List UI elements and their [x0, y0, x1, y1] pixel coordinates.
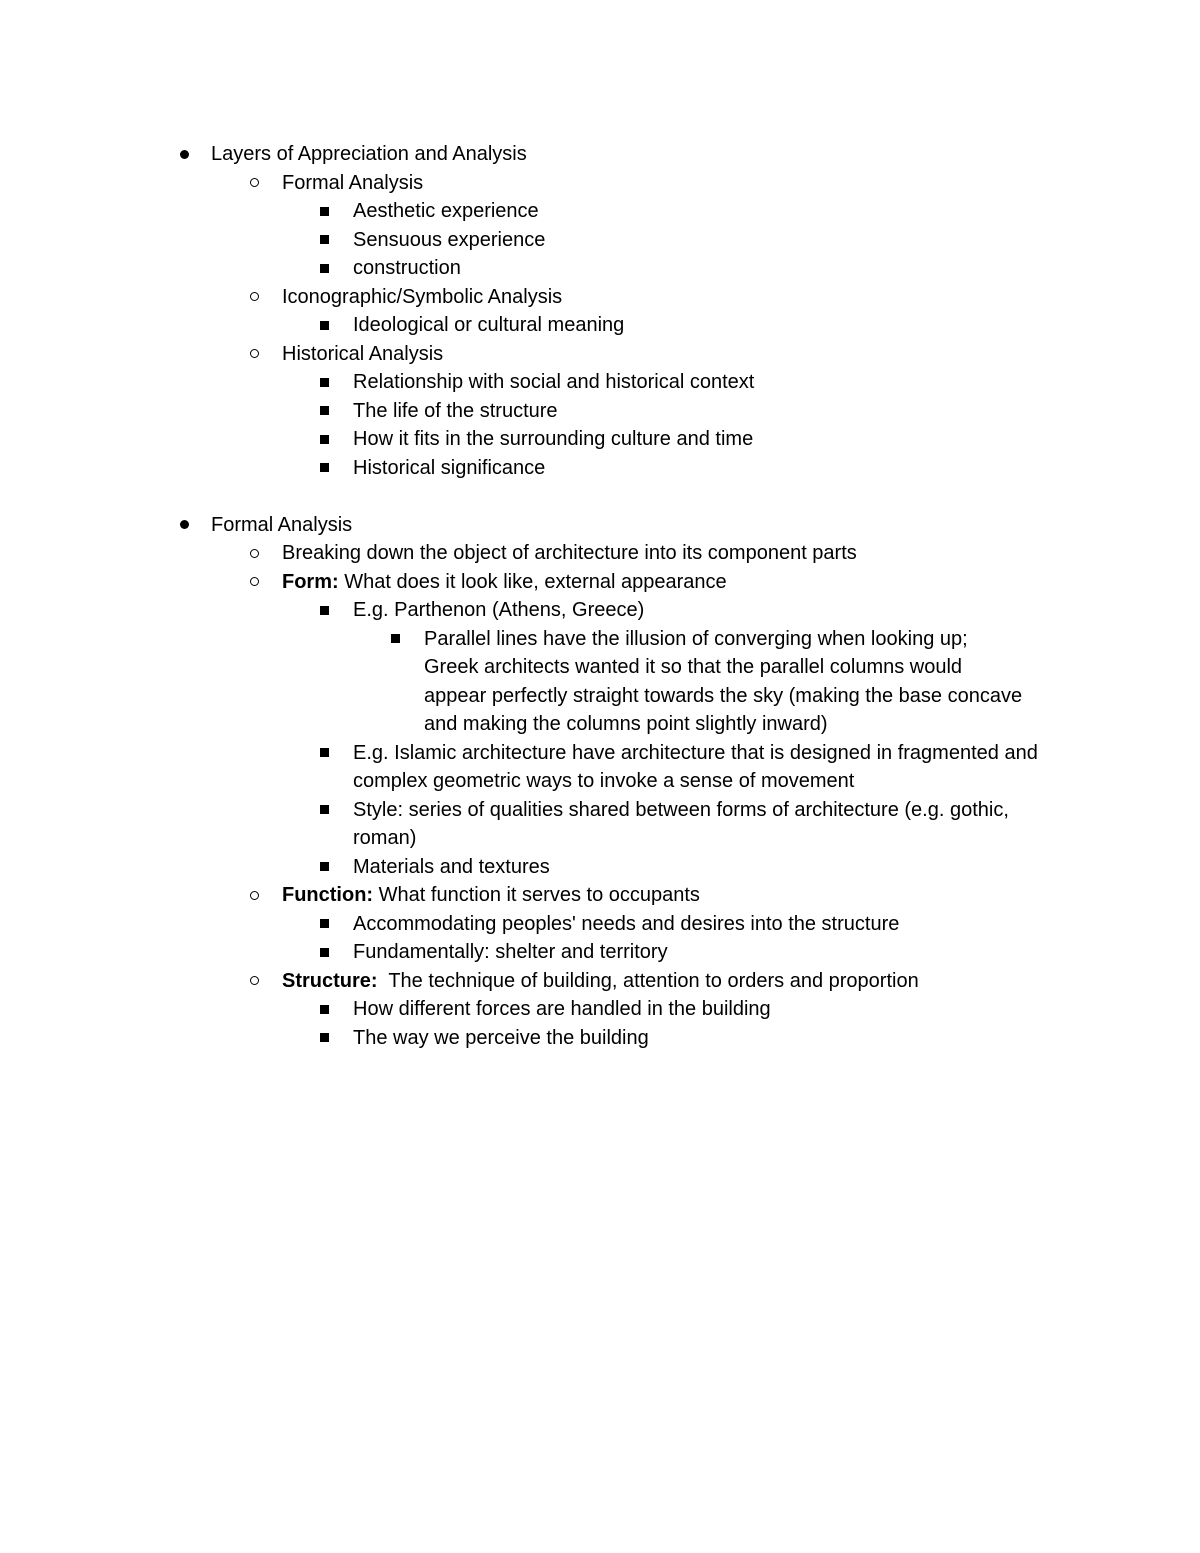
section-heading [0, 511, 1200, 540]
list-item-text: construction [353, 257, 461, 279]
list-item-text: Fundamentally: shelter and territory [353, 941, 668, 963]
term-label: Function: [282, 884, 374, 906]
circle-bullet-icon [246, 568, 262, 597]
list-item [0, 283, 1200, 312]
square-bullet-icon [316, 1024, 332, 1053]
circle-bullet-icon [246, 539, 262, 568]
list-item [0, 226, 1200, 255]
list-item [0, 625, 1200, 739]
list-item-text: Relationship with social and historical context [353, 371, 755, 393]
list-item-text: Breaking down the object of architecture into its component parts [282, 542, 857, 564]
section-heading-text: Layers of Appreciation and Analysis [211, 143, 527, 165]
square-bullet-icon [316, 425, 332, 454]
circle-bullet-icon [246, 169, 262, 198]
square-bullet-icon [316, 311, 332, 340]
disc-bullet-icon [176, 140, 192, 169]
list-item [0, 454, 1200, 483]
list-item-text: Formal Analysis [282, 171, 424, 194]
list-item-text [282, 881, 1102, 910]
square-bullet-icon [316, 454, 332, 483]
outline-notes [0, 140, 1200, 1052]
list-item-text: Style: series of qualities shared between forms of architecture (e.g. gothic, roman) [353, 798, 1009, 849]
section-heading [0, 140, 1200, 169]
square-bullet-icon [316, 853, 332, 882]
list-item-text: Iconographic/Symbolic Analysis [282, 285, 563, 308]
list-item [0, 967, 1200, 996]
term-definition: What does it look like, external appearance [338, 570, 727, 593]
square-bullet-icon [316, 226, 332, 255]
list-item [0, 938, 1200, 967]
list-item [0, 1024, 1200, 1053]
list-item-text: The way we perceive the building [353, 1026, 649, 1049]
list-item-text: E.g. Parthenon (Athens, Greece) [353, 599, 645, 621]
term-label: Structure: [282, 969, 378, 992]
list-item-text: E.g. Islamic architecture have architecture that is designed in fragmented and complex geometric ways to invoke a sense of movement [353, 741, 1038, 792]
list-item [0, 311, 1200, 340]
square-bullet-icon [316, 910, 332, 939]
list-item [0, 169, 1200, 198]
list-item [0, 368, 1200, 397]
term-definition: The technique of building, attention to orders and proportion [377, 969, 919, 992]
list-item [0, 796, 1200, 853]
list-item-text: How it fits in the surrounding culture and time [353, 428, 754, 450]
list-item [0, 739, 1200, 796]
square-bullet-icon [316, 197, 332, 226]
circle-bullet-icon [246, 881, 262, 910]
term-definition: What function it serves to occupants [373, 884, 700, 906]
square-bullet-icon [316, 596, 332, 625]
list-item-text [282, 967, 1102, 996]
disc-bullet-icon [176, 511, 192, 540]
section-heading-text: Formal Analysis [211, 513, 353, 536]
list-item [0, 425, 1200, 454]
square-bullet-icon [316, 397, 332, 426]
list-item-text: Materials and textures [353, 855, 550, 878]
circle-bullet-icon [246, 283, 262, 312]
list-item [0, 197, 1200, 226]
list-item [0, 539, 1200, 568]
list-item [0, 397, 1200, 426]
circle-bullet-icon [246, 967, 262, 996]
list-item [0, 881, 1200, 910]
circle-bullet-icon [246, 340, 262, 369]
list-item-text: Sensuous experience [353, 228, 546, 251]
list-item-text: The life of the structure [353, 399, 558, 422]
list-item-text: Historical Analysis [282, 342, 444, 365]
square-bullet-icon [316, 995, 332, 1024]
list-item [0, 340, 1200, 369]
list-item-text: Accommodating peoples' needs and desires into the structure [353, 912, 900, 935]
list-item-text [282, 568, 1102, 597]
list-item-text: Parallel lines have the illusion of converging when looking up; Greek architects wanted it so that the parallel columns would appear perfectly straight towards the sky (making the base concave and making the columns point slightly inward) [424, 627, 1023, 735]
list-item-text: Ideological or cultural meaning [353, 314, 625, 336]
list-item [0, 995, 1200, 1024]
term-label: Form: [282, 570, 339, 593]
list-item [0, 568, 1200, 597]
list-item [0, 596, 1200, 625]
blank-line [0, 482, 1200, 511]
square-bullet-icon [316, 739, 332, 768]
square-bullet-icon [316, 938, 332, 967]
square-bullet-icon [316, 254, 332, 283]
list-item-text: How different forces are handled in the building [353, 998, 771, 1020]
list-item-text: Historical significance [353, 456, 546, 479]
square-bullet-icon [316, 796, 332, 825]
list-item-text: Aesthetic experience [353, 200, 539, 222]
list-item [0, 910, 1200, 939]
square-bullet-icon [387, 625, 403, 654]
list-item [0, 254, 1200, 283]
square-bullet-icon [316, 368, 332, 397]
list-item [0, 853, 1200, 882]
